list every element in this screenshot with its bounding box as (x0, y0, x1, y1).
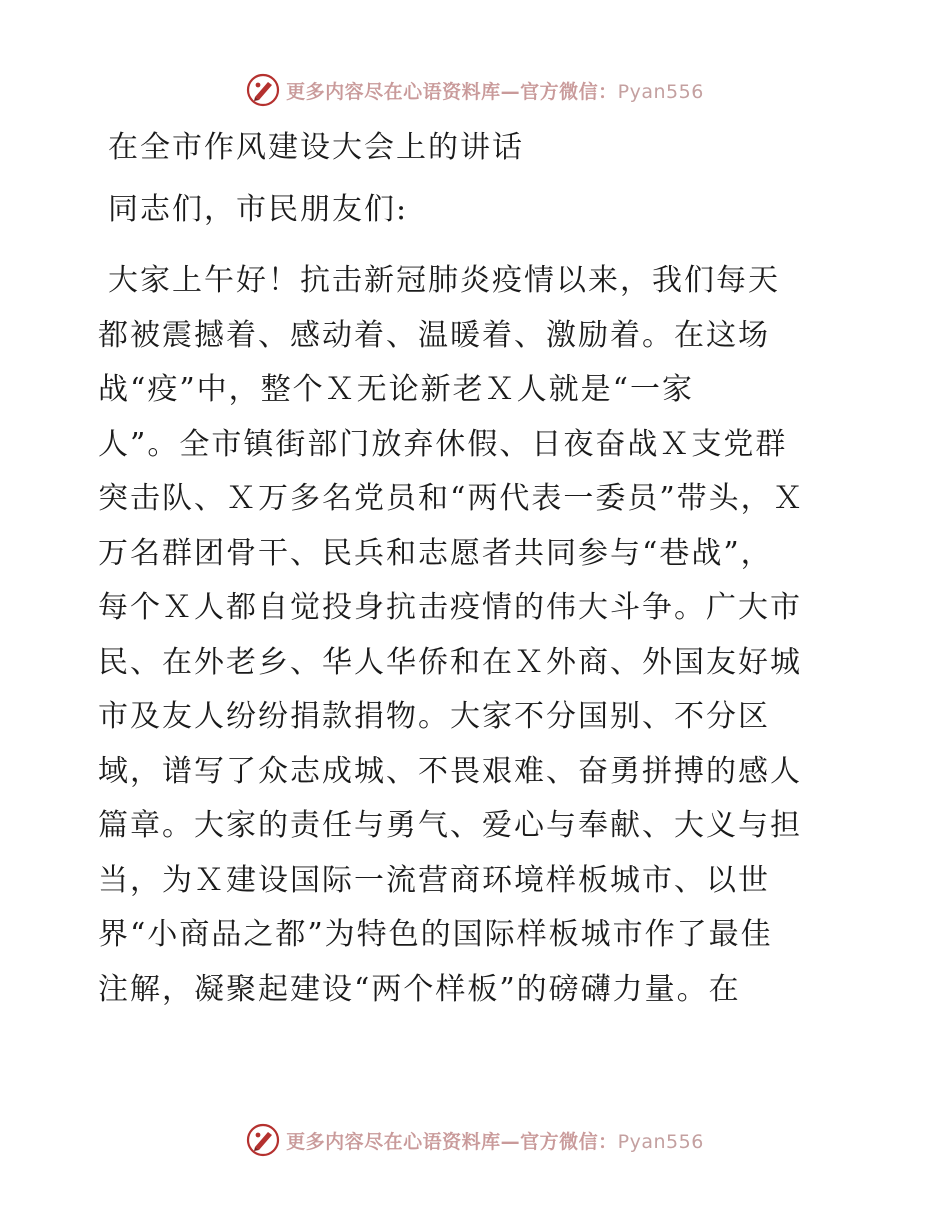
header-watermark (0, 70, 950, 110)
paragraph-line: 注解，凝聚起建设“两个样板”的磅礴力量。在 (98, 971, 741, 1007)
watermark-text: 更多内容尽在心语资料库—官方微信：Pyan556 (286, 80, 704, 103)
paragraph-line: 都被震撼着、感动着、温暖着、激励着。在这场 (98, 317, 770, 353)
paragraph-line: 市及友人纷纷捐款捐物。大家不分国别、不分区 (98, 699, 770, 734)
paragraph (98, 254, 858, 1017)
paragraph-line: 人”。全市镇街部门放弃休假、日夜奋战Ｘ支党群 (98, 426, 788, 462)
paragraph-line: 篇章。大家的责任与勇气、爱心与奉献、大义与担 (98, 808, 802, 843)
paragraph-line: 当，为Ｘ建设国际一流营商环境样板城市、以世 (98, 862, 770, 898)
footer-watermark (0, 1120, 950, 1160)
document-body (98, 120, 858, 1017)
salutation: 同志们，市民朋友们: (108, 192, 409, 227)
paragraph-line: 突击队、Ｘ万多名党员和“两代表一委员”带头，Ｘ (98, 481, 805, 516)
pen-circle-logo-icon (246, 1123, 280, 1157)
paragraph-line: 每个Ｘ人都自觉投身抗击疫情的伟大斗争。广大市 (98, 590, 802, 625)
watermark-wechat-id: Pyan556 (617, 1130, 704, 1153)
paragraph-line: 战“疫”中，整个Ｘ无论新老Ｘ人就是“一家 (98, 372, 695, 407)
paragraph-line: 万名群团骨干、民兵和志愿者共同参与“巷战”， (98, 535, 773, 571)
watermark-wechat-id: Pyan556 (617, 80, 704, 103)
paragraph-line: 大家上午好！抗击新冠肺炎疫情以来，我们每天 (108, 263, 780, 298)
pen-circle-logo-icon (246, 73, 280, 107)
paragraph-line: 界“小商品之都”为特色的国际样板城市作了最佳 (98, 917, 773, 952)
watermark-text: 更多内容尽在心语资料库—官方微信：Pyan556 (286, 1130, 704, 1153)
paragraph-line: 域，谱写了众志成城、不畏艰难、奋勇拼搏的感人 (98, 753, 802, 789)
document-title: 在全市作风建设大会上的讲话 (108, 130, 524, 165)
paragraph-line: 民、在外老乡、华人华侨和在Ｘ外商、外国友好城 (98, 644, 802, 680)
